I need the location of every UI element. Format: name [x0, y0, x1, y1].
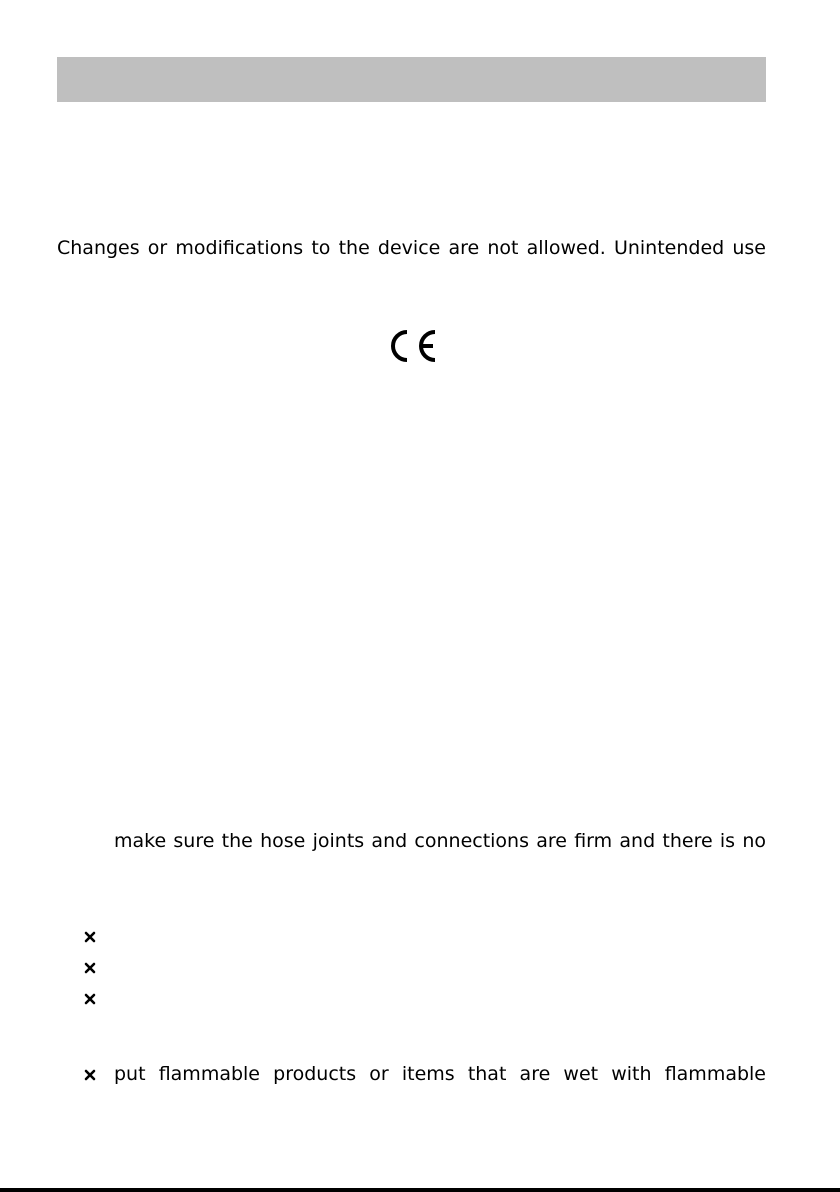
cross-icon	[83, 930, 97, 944]
flammable-warning-line: put flammable products or items that are wet with flammable	[114, 1063, 766, 1085]
cross-icon	[83, 992, 97, 1006]
cross-icon	[83, 961, 97, 975]
changes-paragraph-line: Changes or modifications to the device are not allowed. Unintended use	[57, 237, 766, 259]
page-bottom-rule	[0, 1188, 840, 1192]
hose-instruction-line: make sure the hose joints and connections are firm and there is no	[114, 830, 766, 852]
cross-icon	[83, 1068, 97, 1082]
section-header-bar	[57, 57, 766, 102]
ce-mark-logo	[385, 328, 439, 364]
